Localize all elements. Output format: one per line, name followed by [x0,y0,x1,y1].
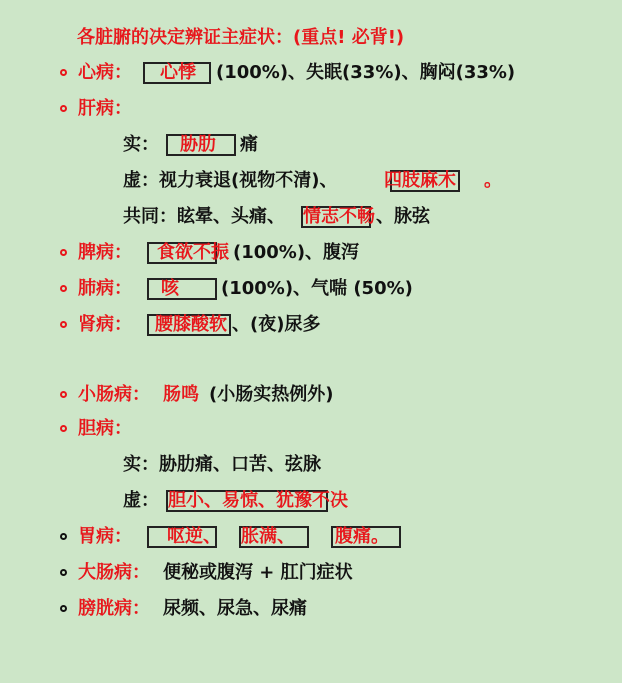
liver-common-label: 共同：眩晕、头痛、 [123,206,285,227]
bullet-icon [60,425,67,432]
bullet-icon [60,105,67,112]
liver-shi-label: 实： [123,134,159,155]
stomach-box-3: 腹痛。 [331,526,401,548]
liver-common-box: 情志不畅 [303,206,375,227]
stomach-label: 胃病： [78,526,132,547]
bullet-icon [60,249,67,256]
stomach-box-1: 呕逆、 [147,526,217,548]
small-intestine-label: 小肠病： [78,384,150,405]
liver-common-rest: 、脉弦 [376,206,430,227]
lung-label: 肺病： [78,278,132,299]
gallbladder-label: 胆病： [78,418,132,439]
gallbladder-xu-label: 虚： [123,490,159,511]
liver-xu-end: 。 [484,170,502,191]
bullet-icon [60,605,67,612]
bullet-icon [60,533,67,540]
spleen-label: 脾病： [78,242,132,263]
bullet-icon [60,569,67,576]
kidney-box: 腰膝酸软 [147,314,231,336]
heart-label: 心病： [78,62,132,83]
liver-xu-box: 四肢麻木 [390,170,460,192]
large-intestine-rest: 便秘或腹泻 + 肛门症状 [163,562,353,583]
small-intestine-rest: (小肠实热例外) [209,384,334,405]
bladder-rest: 尿频、尿急、尿痛 [163,598,307,619]
lung-rest: (100%)、气喘 (50%) [221,278,413,299]
bullet-icon [60,391,67,398]
bullet-icon [60,321,67,328]
stomach-box-2: 胀满、 [239,526,309,548]
small-intestine-red-text: 肠鸣 [163,384,199,405]
gallbladder-xu-box: 胆小、易惊、犹豫不决 [168,490,348,511]
page-title: 各脏腑的决定辨证主症状：(重点! 必背!) [77,27,405,48]
bullet-icon [60,285,67,292]
heart-rest: (100%)、失眠(33%)、胸闷(33%) [216,62,516,83]
heart-key-symptom-box: 心悸 [143,62,211,84]
liver-xu-label: 虚：视力衰退(视物不清)、 [123,170,338,191]
liver-shi-rest: 痛 [240,134,258,155]
kidney-rest: 、(夜)尿多 [232,314,321,335]
bullet-icon [60,69,67,76]
bladder-label: 膀胱病： [78,598,150,619]
lung-box: 咳 [147,278,217,300]
liver-shi-box: 胁肋 [166,134,236,156]
kidney-label: 肾病： [78,314,132,335]
spleen-box: 食欲不振 [147,242,217,264]
gallbladder-shi-text: 实：胁肋痛、口苦、弦脉 [123,454,321,475]
liver-label: 肝病： [78,98,132,119]
spleen-rest: (100%)、腹泻 [233,242,360,263]
large-intestine-label: 大肠病： [78,562,150,583]
